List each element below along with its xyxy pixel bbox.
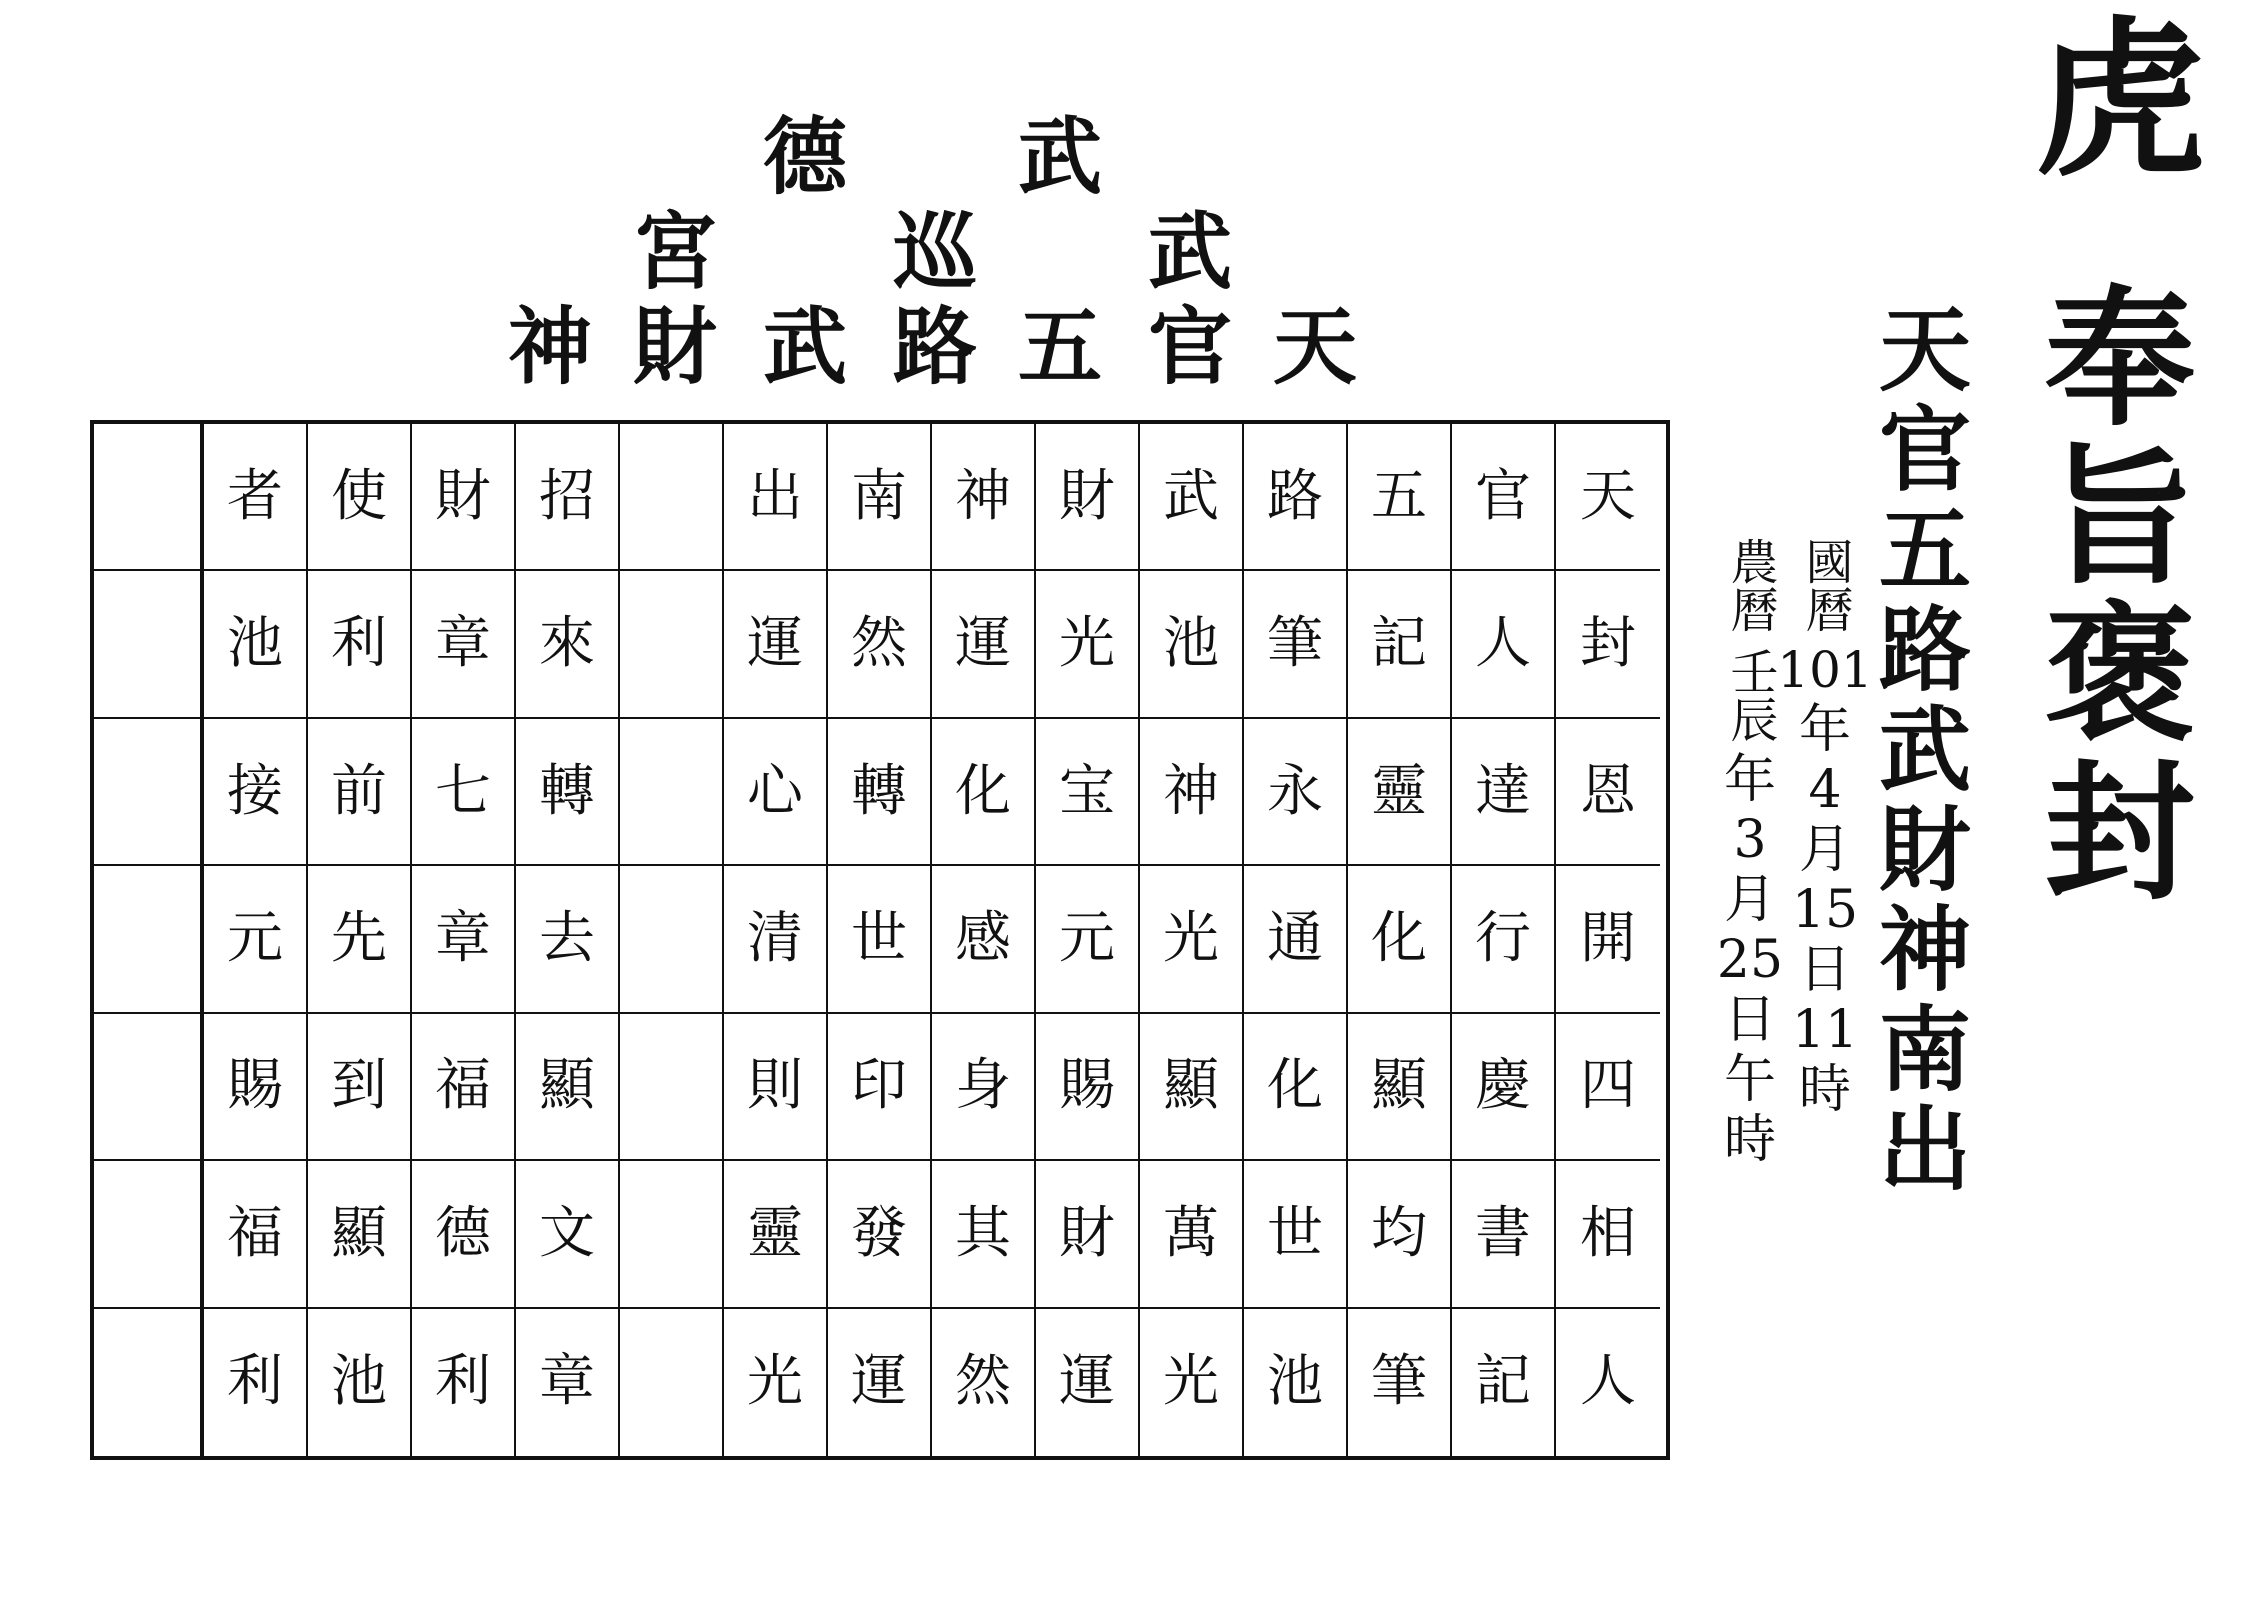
grid-cell: 先 [308, 866, 412, 1013]
header-char: 武 [1147, 202, 1232, 301]
grid-cell: 賜 [1036, 1014, 1140, 1161]
date-roc-char: 時 [1798, 1060, 1851, 1120]
date-roc-month: 4 [1808, 760, 1842, 820]
header-line-2 [0, 202, 1400, 310]
grid-cell: 感 [932, 866, 1036, 1013]
edict-char: 奉 [2044, 271, 2195, 447]
grid-cell: 人 [1580, 1349, 1636, 1415]
date-roc-char: 年 [1798, 700, 1851, 760]
grid-cell [94, 1161, 204, 1308]
grid-cell: 章 [412, 571, 516, 718]
grid-cell: 運 [828, 1309, 932, 1456]
deity-char: 武 [1878, 696, 1971, 804]
edict-char: 褒 [2044, 587, 2195, 763]
grid-cell: 光 [1036, 571, 1140, 718]
grid-cell: 慶 [1452, 1014, 1556, 1161]
grid-cell: 靈 [724, 1161, 828, 1308]
grid-cell: 世 [828, 866, 932, 1013]
header-char: 財 [632, 297, 717, 396]
header-char: 德 [762, 107, 847, 206]
grid-cell: 轉 [516, 719, 620, 866]
grid-cell [94, 424, 204, 571]
date-lunar-char: 年 [1723, 750, 1776, 810]
header-char: 巡 [892, 202, 977, 301]
grid-cell: 官 [1452, 424, 1556, 571]
grid-cell: 達 [1452, 719, 1556, 866]
grid-cell: 身 [932, 1014, 1036, 1161]
grid-cell: 招 [516, 424, 620, 571]
grid-cell: 顯 [1140, 1014, 1244, 1161]
edict-char: 封 [2044, 745, 2195, 921]
grid-cell [94, 1014, 204, 1161]
grid-cell: 記 [1452, 1309, 1556, 1456]
grid-cell: 顯 [516, 1014, 620, 1161]
header-line-1 [0, 107, 1400, 215]
deity-char: 出 [1878, 1096, 1971, 1204]
grid-cell: 運 [1036, 1309, 1140, 1456]
grid-cell: 元 [204, 866, 308, 1013]
grid-cell: 印 [828, 1014, 932, 1161]
grid-cell: 光 [1140, 1309, 1244, 1456]
grid-cell: 五 [1348, 424, 1452, 571]
grid-cell: 福 [204, 1161, 308, 1308]
grid-cell [620, 1161, 724, 1308]
grid-cell: 心 [724, 719, 828, 866]
date-lunar-char: 時 [1723, 1110, 1776, 1170]
grid-cell: 池 [1244, 1309, 1348, 1456]
grid-cell: 章 [412, 866, 516, 1013]
grid-cell: 筆 [1348, 1309, 1452, 1456]
grid-cell: 四 [1556, 1014, 1660, 1161]
date-lunar-char: 日 [1723, 990, 1776, 1050]
grid-cell: 去 [516, 866, 620, 1013]
grid-cell: 章 [516, 1309, 620, 1456]
header-char: 五 [1017, 297, 1102, 396]
grid-cell: 相 [1556, 1161, 1660, 1308]
grid-cell: 通 [1244, 866, 1348, 1013]
grid-cell: 池 [204, 571, 308, 718]
grid-cell: 開 [1556, 866, 1660, 1013]
grid-cell [94, 866, 204, 1013]
grid-cell: 均 [1348, 1161, 1452, 1308]
grid-cell: 七 [412, 719, 516, 866]
grid-cell: 利 [308, 571, 412, 718]
header-char: 官 [1147, 297, 1232, 396]
grid-cell: 前 [308, 719, 412, 866]
grid-cell: 化 [1244, 1014, 1348, 1161]
grid-cell: 者 [204, 424, 308, 571]
blessing-grid [90, 420, 1670, 1460]
grid-cell: 神 [932, 424, 1036, 571]
grid-cell: 恩 [1556, 719, 1660, 866]
grid-cell: 接 [204, 719, 308, 866]
grid-cell: 財 [1036, 424, 1140, 571]
date-lunar-char: 月 [1723, 870, 1776, 930]
grid-cell: 化 [932, 719, 1036, 866]
date-roc-year: 101 [1777, 641, 1873, 699]
grid-cell: 其 [932, 1161, 1036, 1308]
header-char: 武 [762, 297, 847, 396]
grid-cell: 清 [724, 866, 828, 1013]
grid-cell: 南 [828, 424, 932, 571]
grid-cell [620, 424, 724, 571]
grid-cell: 顯 [1348, 1014, 1452, 1161]
grid-cell: 光 [724, 1309, 828, 1456]
grid-cell: 靈 [1348, 719, 1452, 866]
date-lunar-column [1705, 535, 1795, 1175]
grid-cell: 池 [1140, 571, 1244, 718]
grid-cell: 人 [1452, 571, 1556, 718]
grid-cell: 轉 [828, 719, 932, 866]
grid-cell [620, 1309, 724, 1456]
grid-cell: 來 [516, 571, 620, 718]
grid-cell [94, 719, 204, 866]
header-char: 宮 [632, 202, 717, 301]
grid-cell: 財 [1036, 1161, 1140, 1308]
grid-cell: 武 [1140, 424, 1244, 571]
grid-cell: 路 [1244, 424, 1348, 571]
grid-cell: 利 [412, 1309, 516, 1456]
grid-cell [94, 1309, 204, 1456]
date-lunar-day: 25 [1716, 930, 1784, 990]
tiger-character: 虎 [2034, 0, 2205, 200]
grid-cell: 神 [1140, 719, 1244, 866]
grid-cell: 世 [1244, 1161, 1348, 1308]
header-char: 天 [1272, 297, 1357, 396]
grid-cell: 德 [412, 1161, 516, 1308]
date-roc-label: 國曆 [1797, 537, 1853, 633]
deity-char: 天 [1878, 296, 1971, 404]
edict-char: 旨 [2044, 429, 2195, 605]
grid-cell: 行 [1452, 866, 1556, 1013]
grid-cell: 財 [412, 424, 516, 571]
deity-char: 五 [1878, 496, 1971, 604]
date-lunar-year: 壬辰 [1722, 647, 1778, 743]
grid-cell: 福 [412, 1014, 516, 1161]
grid-cell: 書 [1452, 1161, 1556, 1308]
grid-cell: 宝 [1036, 719, 1140, 866]
grid-cell: 運 [932, 571, 1036, 718]
deity-char: 路 [1878, 596, 1971, 704]
grid-cell: 出 [724, 424, 828, 571]
deity-char: 財 [1878, 796, 1971, 904]
date-roc-char: 月 [1798, 820, 1851, 880]
date-roc-char: 日 [1798, 940, 1851, 1000]
date-lunar-month: 3 [1733, 810, 1767, 870]
grid-cell [620, 866, 724, 1013]
grid-cell: 封 [1556, 571, 1660, 718]
date-lunar-label: 農曆 [1722, 537, 1778, 633]
grid-cell [94, 571, 204, 718]
grid-cell: 利 [204, 1309, 308, 1456]
date-roc-day: 15 [1791, 880, 1859, 940]
deity-char: 神 [1878, 896, 1971, 1004]
deity-title [1870, 296, 1980, 1204]
grid-cell: 化 [1348, 866, 1452, 1013]
grid-cell: 永 [1244, 719, 1348, 866]
header-line-3 [0, 297, 1400, 405]
grid-cell [620, 571, 724, 718]
header-char: 路 [892, 297, 977, 396]
header-char: 神 [507, 297, 592, 396]
grid-cell: 光 [1140, 866, 1244, 1013]
deity-char: 官 [1878, 396, 1971, 504]
grid-cell: 萬 [1140, 1161, 1244, 1308]
grid-cell: 元 [1036, 866, 1140, 1013]
header-char: 武 [1017, 107, 1102, 206]
grid-cell: 然 [828, 571, 932, 718]
grid-cell: 到 [308, 1014, 412, 1161]
grid-cell [620, 719, 724, 866]
grid-cell: 顯 [308, 1161, 412, 1308]
edict-title [2020, 271, 2220, 921]
grid-cell: 運 [724, 571, 828, 718]
grid-cell: 則 [724, 1014, 828, 1161]
date-lunar-hour: 午 [1723, 1050, 1776, 1110]
deity-char: 南 [1878, 996, 1971, 1104]
grid-cell: 筆 [1244, 571, 1348, 718]
date-roc-hour: 11 [1791, 1000, 1859, 1060]
grid-cell: 池 [308, 1309, 412, 1456]
grid-cell: 發 [828, 1161, 932, 1308]
grid-cell: 使 [308, 424, 412, 571]
grid-cell: 然 [932, 1309, 1036, 1456]
grid-cell: 賜 [204, 1014, 308, 1161]
grid-cell: 文 [516, 1161, 620, 1308]
grid-cell [620, 1014, 724, 1161]
grid-cell: 天 [1556, 424, 1660, 571]
grid-cell: 記 [1348, 571, 1452, 718]
